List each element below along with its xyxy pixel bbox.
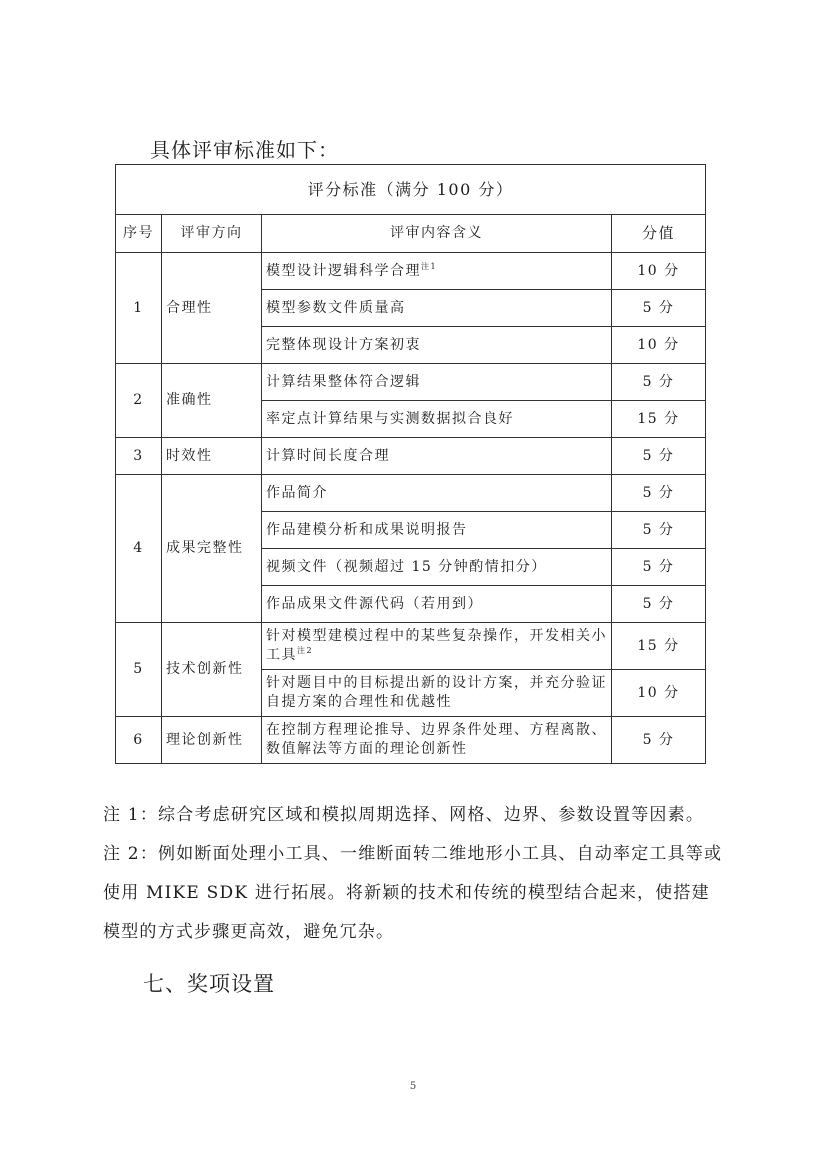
table-row <box>116 475 706 512</box>
criterion-text: 针对题目中的目标提出新的设计方案，并充分验证自提方案的合理性和优越性 <box>262 670 612 717</box>
group-no: 4 <box>116 475 162 623</box>
table-title: 评分标准（满分 100 分） <box>116 165 706 215</box>
criterion-text: 完整体现设计方案初衷 <box>262 327 612 364</box>
criterion-text: 针对模型建模过程中的某些复杂操作，开发相关小工具$^{注2}$ <box>262 623 612 670</box>
criterion-score: 10 分 <box>612 327 706 364</box>
group-direction: 准确性 <box>162 364 262 438</box>
group-no: 3 <box>116 438 162 475</box>
group-no: 1 <box>116 253 162 364</box>
header-score: 分值 <box>612 215 706 253</box>
footnote-2: 注 2：例如断面处理小工具、一维断面转二维地形小工具、自动率定工具等或使用 MIKE SDK 进行拓展。将新颖的技术和传统的模型结合起来，使搭建模型的方式步骤更高效，避免冗杂。 <box>103 844 723 942</box>
criterion-score: 10 分 <box>612 670 706 717</box>
section-heading: 七、奖项设置 <box>143 972 275 996</box>
criterion-text: 作品建模分析和成果说明报告 <box>262 512 612 549</box>
criterion-score: 5 分 <box>612 549 706 586</box>
group-no: 5 <box>116 623 162 717</box>
criterion-text: 在控制方程理论推导、边界条件处理、方程离散、数值解法等方面的理论创新性 <box>262 717 612 764</box>
criterion-score: 5 分 <box>612 438 706 475</box>
criterion-score: 15 分 <box>612 623 706 670</box>
criterion-score: 5 分 <box>612 364 706 401</box>
footnotes <box>103 796 723 952</box>
group-direction: 时效性 <box>162 438 262 475</box>
criterion-text: 模型设计逻辑科学合理$^{注1}$ <box>262 253 612 290</box>
table-row <box>116 623 706 670</box>
criterion-score: 5 分 <box>612 290 706 327</box>
criterion-score: 5 分 <box>612 475 706 512</box>
scoring-criteria-table <box>115 164 706 764</box>
table-row <box>116 364 706 401</box>
table-row <box>116 438 706 475</box>
footnote-1: 注 1：综合考虑研究区域和模拟周期选择、网格、边界、参数设置等因素。 <box>103 805 705 825</box>
group-no: 6 <box>116 717 162 764</box>
table-row <box>116 253 706 290</box>
table-row <box>116 717 706 764</box>
criterion-score: 5 分 <box>612 586 706 623</box>
group-direction: 理论创新性 <box>162 717 262 764</box>
group-direction: 成果完整性 <box>162 475 262 623</box>
criterion-text: 视频文件（视频超过 15 分钟酌情扣分） <box>262 549 612 586</box>
criterion-score: 5 分 <box>612 512 706 549</box>
criterion-text: 作品成果文件源代码（若用到） <box>262 586 612 623</box>
criterion-text: 模型参数文件质量高 <box>262 290 612 327</box>
criterion-text: 率定点计算结果与实测数据拟合良好 <box>262 401 612 438</box>
group-direction: 合理性 <box>162 253 262 364</box>
header-content: 评审内容含义 <box>262 215 612 253</box>
header-no: 序号 <box>116 215 162 253</box>
header-direction: 评审方向 <box>162 215 262 253</box>
group-direction: 技术创新性 <box>162 623 262 717</box>
criterion-text: 计算时间长度合理 <box>262 438 612 475</box>
criterion-score: 5 分 <box>612 717 706 764</box>
intro-text: 具体评审标准如下： <box>150 138 339 162</box>
criterion-text: 作品简介 <box>262 475 612 512</box>
criterion-score: 15 分 <box>612 401 706 438</box>
page-number: 5 <box>409 1081 417 1092</box>
footnote-ref: 注1 <box>421 261 438 271</box>
criterion-text: 计算结果整体符合逻辑 <box>262 364 612 401</box>
footnote-ref: 注2 <box>297 646 314 655</box>
group-no: 2 <box>116 364 162 438</box>
criterion-score: 10 分 <box>612 253 706 290</box>
